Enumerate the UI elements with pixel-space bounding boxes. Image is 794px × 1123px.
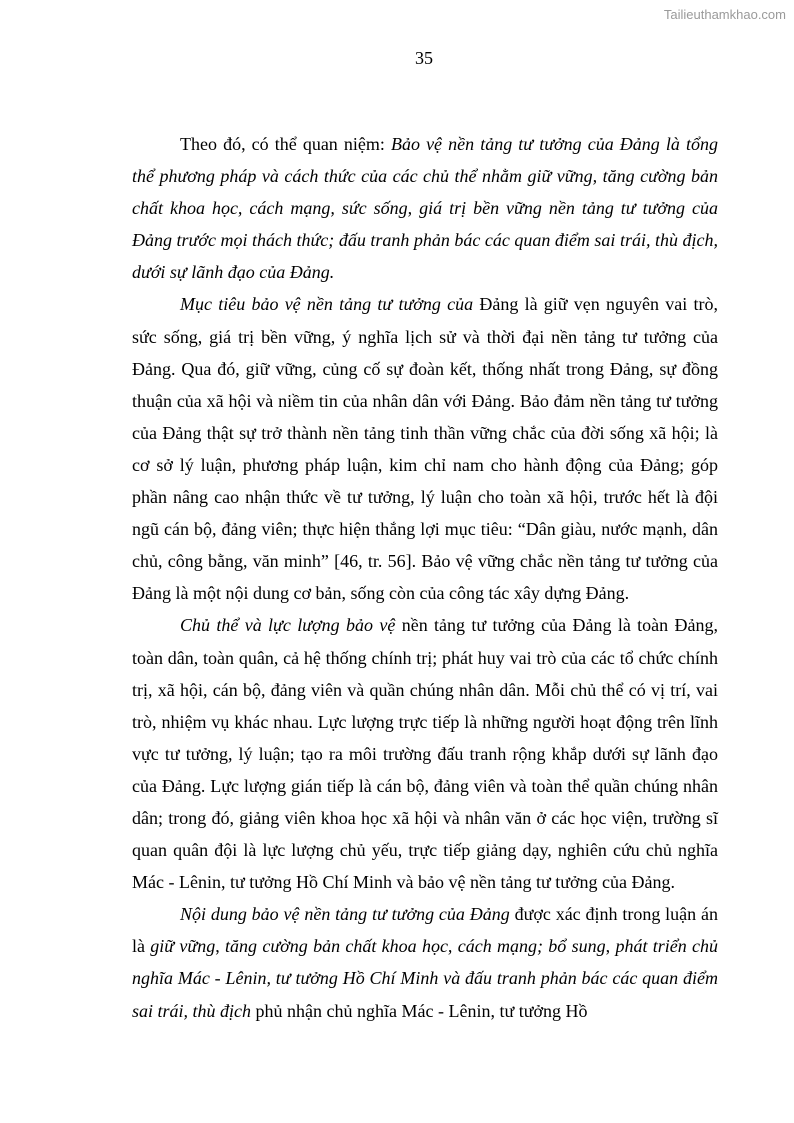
italic-text-run: giữ vững	[150, 936, 216, 957]
text-run: phủ nhận chủ nghĩa Mác - Lênin, tư tưởng Hồ	[251, 1000, 588, 1021]
italic-text-run: tăng cường bản chất khoa học, cách mạng; bổ sung	[225, 936, 606, 957]
document-body	[132, 128, 718, 1027]
italic-text-run: phát triển chủ nghĩa Mác - Lênin, tư tưởng Hồ Chí Minh và đấu tranh phản bác các quan điểm sai trái, thù địch	[132, 936, 719, 1021]
paragraph	[132, 288, 718, 609]
text-run: Đảng là giữ vẹn nguyên vai trò, sức sống, giá trị bền vững, ý nghĩa lịch sử và thời đại nền tảng tư tưởng của Đảng. Qua đó, giữ vững, củng cố sự đoàn kết, thống nhất trong Đảng, sự đồng thuận của xã hội và niềm tin của nhân dân với Đảng. Bảo đảm nền tảng tư tưởng của Đảng thật sự trở thành nền tảng tinh thần vững chắc của đời sống xã hội; là cơ sở lý luận, phương pháp luận, kim chỉ nam cho hành động của Đảng; góp phần nâng cao nhận thức về tư tưởng, lý luận cho toàn xã hội, trước hết là đội ngũ cán bộ, đảng viên; thực hiện thắng lợi mục tiêu: “Dân giàu, nước mạnh, dân chủ, công bằng, văn minh” [46, tr. 56]. Bảo vệ vững chắc nền tảng tư tưởng của Đảng là một nội dung cơ bản, sống còn của công tác xây dựng Đảng.	[132, 294, 718, 604]
italic-text-run: Chủ thể và lực lượng bảo vệ	[180, 615, 396, 636]
paragraph	[132, 128, 718, 288]
text-run: được xác định trong luận án là	[132, 904, 718, 957]
text-run: ,	[215, 936, 226, 957]
text-run: ,	[605, 936, 616, 957]
paragraph	[132, 609, 718, 898]
text-run: Theo đó, có thể quan niệm:	[180, 134, 391, 154]
italic-text-run: Mục tiêu bảo vệ nền tảng tư tưởng của	[180, 294, 474, 315]
text-run: nền tảng tư tưởng của Đảng là toàn Đảng, toàn dân, toàn quân, cả hệ thống chính trị; phát huy vai trò của các tổ chức chính trị, xã hội, cán bộ, đảng viên và quần chúng nhân dân. Mỗi chủ thể có vị trí, vai trò, nhiệm vụ khác nhau. Lực lượng trực tiếp là những người hoạt động trên lĩnh vực tư tưởng, lý luận; tạo ra môi trường đấu tranh rộng khắp dưới sự lãnh đạo của Đảng. Lực lượng gián tiếp là cán bộ, đảng viên và toàn thể quần chúng nhân dân; trong đó, giảng viên khoa học xã hội và nhân văn ở các học viện, trường sĩ quan quân đội là lực lượng chủ yếu, trực tiếp giảng dạy, nghiên cứu chủ nghĩa Mác - Lênin, tư tưởng Hồ Chí Minh và bảo vệ nền tảng tư tưởng của Đảng.	[132, 615, 718, 893]
page-number: 35	[415, 48, 433, 68]
italic-text-run: Nội dung bảo vệ nền tảng tư tưởng của Đảng	[180, 904, 510, 925]
paragraph	[132, 898, 718, 1026]
watermark: Tailieuthamkhao.com	[663, 7, 786, 22]
italic-text-run: Bảo vệ nền tảng tư tưởng của Đảng là tổng thể phương pháp và cách thức của các chủ thể nhằm giữ vững, tăng cường bản chất khoa học, cách mạng, sức sống, giá trị bền vững nền tảng tư tưởng của Đảng trước mọi thách thức; đấu tranh phản bác các quan điểm sai trái, thù địch, dưới sự lãnh đạo của Đảng.	[132, 134, 718, 283]
